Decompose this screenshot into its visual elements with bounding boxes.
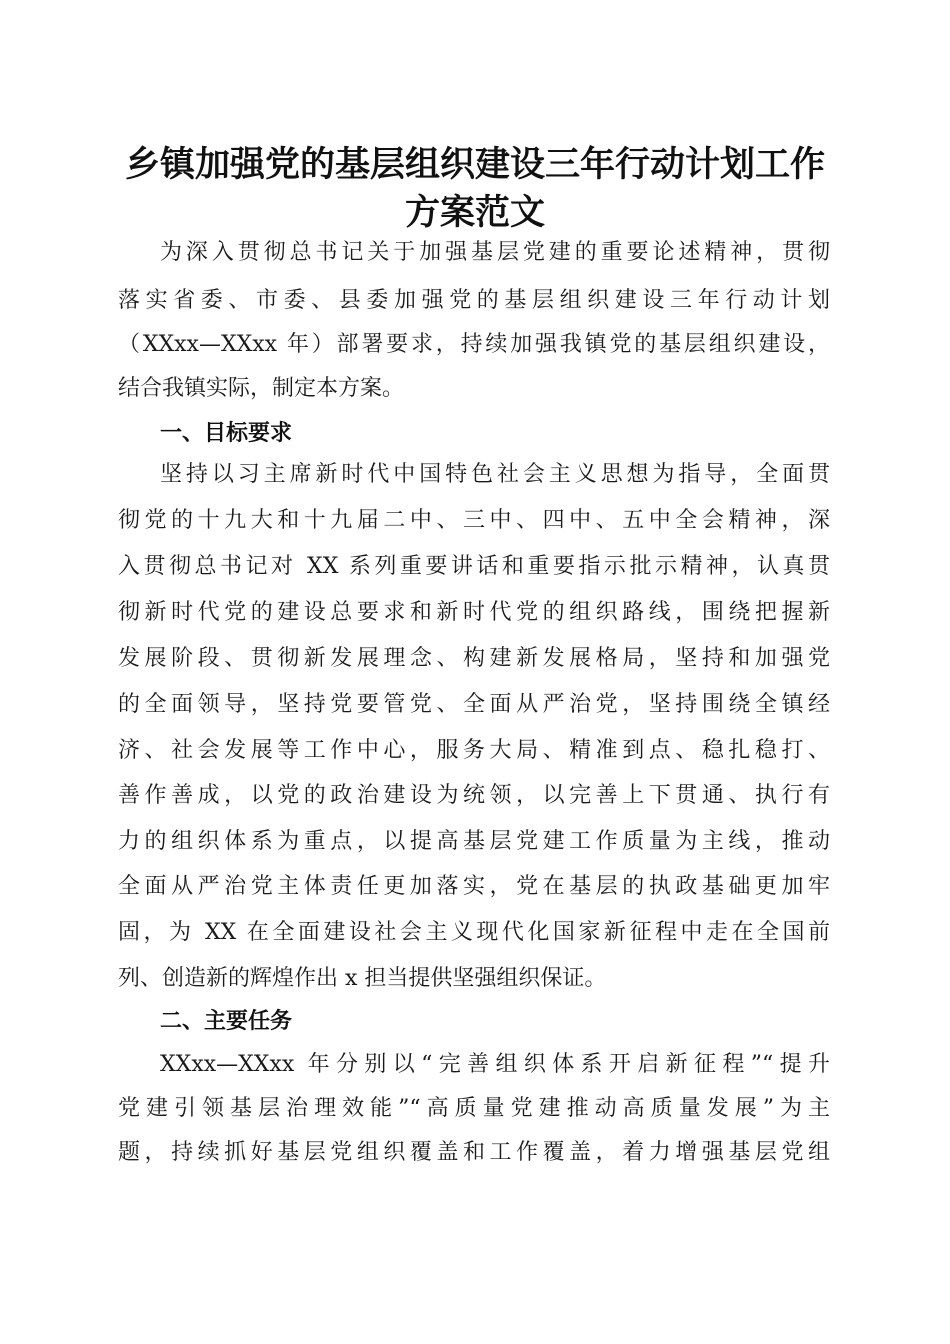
section-heading-tasks: 二、主要任务 xyxy=(160,1009,293,1034)
intro-line: 落实省委、市委、县委加强党的基层组织建设三年行动计划 xyxy=(118,288,830,313)
document-title-line-1: 乡镇加强党的基层组织建设三年行动计划工作 xyxy=(124,144,825,185)
body-line: 力的组织体系为重点，以提高基层党建工作质量为主线，推动 xyxy=(118,829,830,854)
section-heading-goals: 一、目标要求 xyxy=(160,421,293,446)
body-line: 济、社会发展等工作中心，服务大局、精准到点、稳扎稳打、 xyxy=(118,738,830,763)
body-line: 彻新时代党的建设总要求和新时代党的组织路线，围绕把握新 xyxy=(118,600,830,625)
intro-line: 为深入贯彻总书记关于加强基层党建的重要论述精神，贯彻 xyxy=(160,240,830,265)
body-line: XXxx—XXxx 年分别以“完善组织体系开启新征程”“提升 xyxy=(160,1052,830,1077)
body-line: 善作善成，以党的政治建设为统领，以完善上下贯通、执行有 xyxy=(118,783,830,808)
body-line: 发展阶段、贯彻新发展理念、构建新发展格局，坚持和加强党 xyxy=(118,646,830,671)
document-title-line-2: 方案范文 xyxy=(404,192,545,233)
body-line: 列、创造新的辉煌作出 x 担当提供坚强组织保证。 xyxy=(118,966,607,991)
body-line: 题，持续抓好基层党组织覆盖和工作覆盖，着力增强基层党组 xyxy=(118,1140,830,1165)
intro-line: （XXxx—XXxx 年）部署要求，持续加强我镇党的基层组织建设， xyxy=(118,332,830,357)
body-line: 入贯彻总书记对 XX 系列重要讲话和重要指示批示精神，认真贯 xyxy=(118,554,830,579)
intro-line: 结合我镇实际，制定本方案。 xyxy=(118,376,405,401)
body-line: 坚持以习主席新时代中国特色社会主义思想为指导，全面贯 xyxy=(160,462,830,487)
body-line: 彻党的十九大和十九届二中、三中、四中、五中全会精神，深 xyxy=(118,508,830,533)
body-line: 党建引领基层治理效能”“高质量党建推动高质量发展”为主 xyxy=(118,1096,830,1121)
body-line: 的全面领导，坚持党要管党、全面从严治党，坚持围绕全镇经 xyxy=(118,692,830,717)
body-line: 全面从严治党主体责任更加落实，党在基层的执政基础更加牢 xyxy=(118,874,830,899)
body-line: 固，为 XX 在全面建设社会主义现代化国家新征程中走在全国前 xyxy=(118,920,830,945)
